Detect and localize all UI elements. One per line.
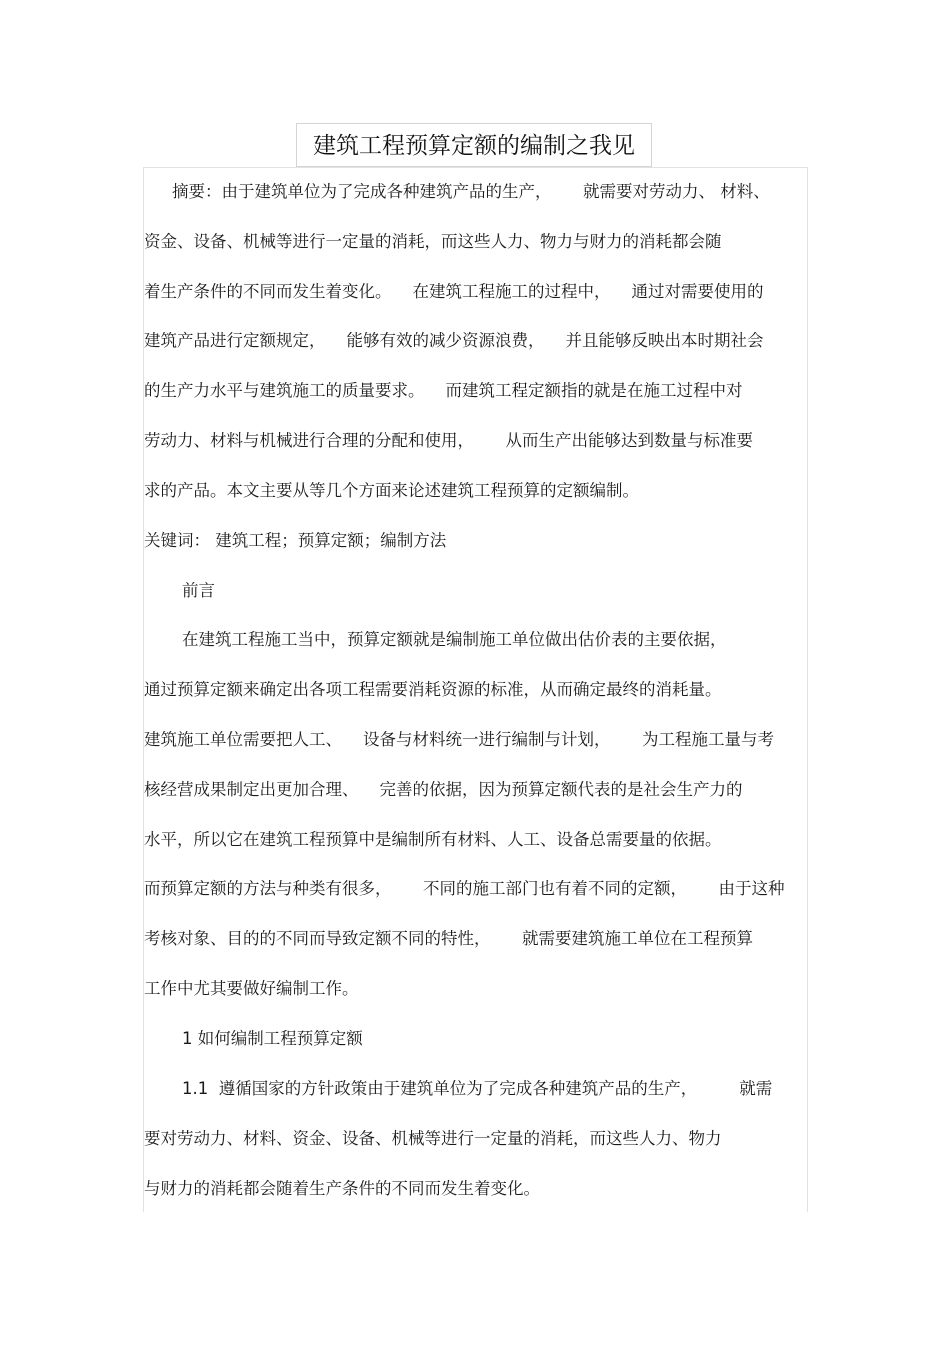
keywords-line: 关键词： 建筑工程；预算定额；编制方法 [144,531,447,550]
abstract-line: 求的产品。本文主要从等几个方面来论述建筑工程预算的定额编制。 [144,481,639,500]
section-heading-1: 1 如何编制工程预算定额 [182,1029,363,1048]
abstract-line: 资金、设备、机械等进行一定量的消耗，而这些人力、物力与财力的消耗都会随 [144,232,722,251]
abstract-line: 劳动力、材料与机械进行合理的分配和使用， 从而生产出能够达到数量与标准要 [144,431,753,450]
section-heading-preface: 前言 [182,581,215,600]
body-line: 水平，所以它在建筑工程预算中是编制所有材料、人工、设备总需要量的依据。 [144,830,722,849]
abstract-line: 着生产条件的不同而发生着变化。 在建筑工程施工的过程中， 通过对需要使用的 [144,282,764,301]
abstract-line: 摘要：由于建筑单位为了完成各种建筑产品的生产， 就需要对劳动力、 材料、 [172,182,770,201]
body-line: 核经营成果制定出更加合理、 完善的依据，因为预算定额代表的是社会生产力的 [144,780,743,799]
abstract-line: 建筑产品进行定额规定， 能够有效的减少资源浪费， 并且能够反映出本时期社会 [144,331,764,350]
abstract-line: 的生产力水平与建筑施工的质量要求。 而建筑工程定额指的就是在施工过程中对 [144,381,743,400]
subsection-line: 1.1 遵循国家的方针政策由于建筑单位为了完成各种建筑产品的生产， 就需 [182,1079,773,1098]
subsection-line: 要对劳动力、材料、资金、设备、机械等进行一定量的消耗，而这些人力、物力 [144,1129,722,1148]
body-line: 工作中尤其要做好编制工作。 [144,979,359,998]
body-line: 而预算定额的方法与种类有很多， 不同的施工部门也有着不同的定额， 由于这种 [144,879,785,898]
body-line: 在建筑工程施工当中，预算定额就是编制施工单位做出估价表的主要依据， [182,630,727,649]
body-line: 建筑施工单位需要把人工、 设备与材料统一进行编制与计划， 为工程施工量与考 [144,730,774,749]
subsection-line: 与财力的消耗都会随着生产条件的不同而发生着变化。 [144,1179,540,1198]
body-line: 通过预算定额来确定出各项工程需要消耗资源的标准，从而确定最终的消耗量。 [144,680,722,699]
document-title: 建筑工程预算定额的编制之我见 [296,123,652,167]
body-line: 考核对象、目的的不同而导致定额不同的特性， 就需要建筑施工单位在工程预算 [144,929,753,948]
